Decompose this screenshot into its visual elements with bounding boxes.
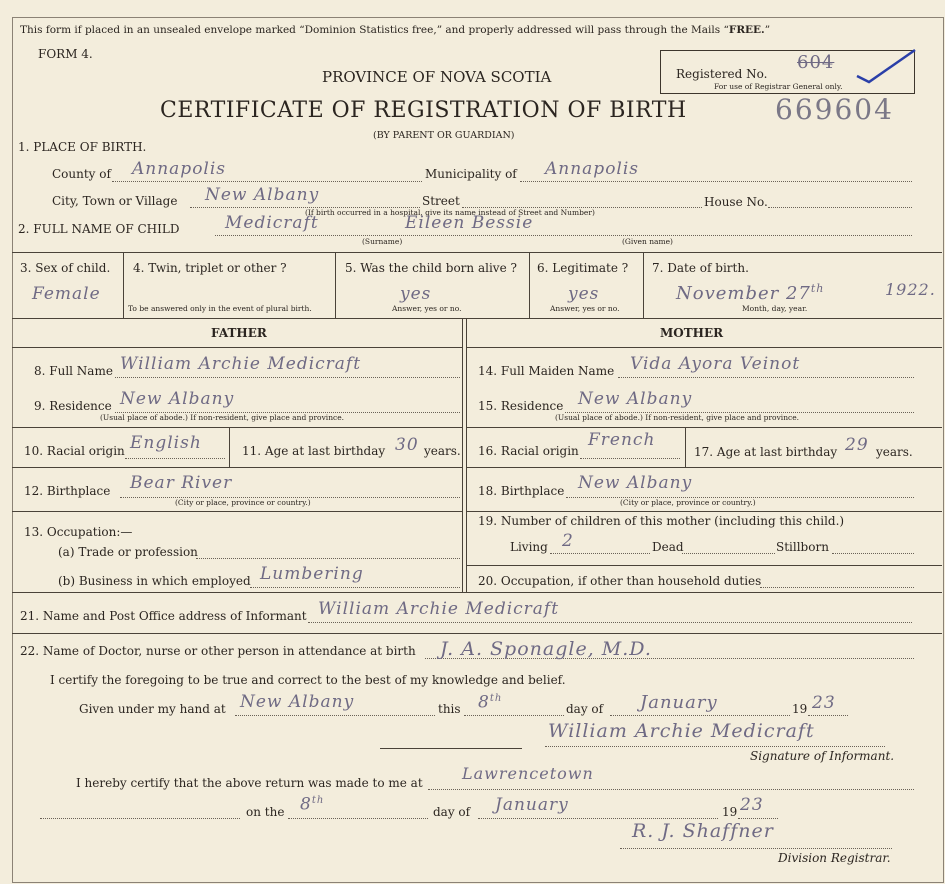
on-the-label: on the (246, 805, 285, 819)
father-business-value: Lumbering (260, 564, 364, 584)
dob-suffix: th (810, 282, 825, 295)
father-trade-line (196, 558, 460, 559)
dead-label: Dead (652, 540, 684, 554)
father-age-unit: years. (424, 444, 461, 458)
row3-divider-3 (529, 252, 530, 318)
registrar-signature-line (620, 848, 892, 849)
municipality-value: Annapolis (545, 159, 640, 179)
father-age-value: 30 (395, 435, 419, 455)
informant-line (308, 622, 912, 623)
hospital-note: (If birth occurred in a hospital, give its name instead of Street and Number) (305, 208, 595, 217)
father-occupation-heading: 13. Occupation:— (24, 525, 133, 539)
father-residence-label: 9. Residence (34, 399, 112, 413)
registrar-year-value: 23 (740, 795, 764, 815)
legitimate-note: Answer, yes or no. (550, 304, 620, 313)
alive-note: Answer, yes or no. (392, 304, 462, 313)
father-racial-value: English (130, 433, 202, 453)
dob-note: Month, day, year. (742, 304, 808, 313)
dob-label: 7. Date of birth. (652, 261, 749, 275)
mail-notice: This form if placed in an unsealed envelope marked “Dominion Statistics free,” and properly addressed will pass through the Mails “FREE.” (20, 24, 771, 36)
registrar-statement: I hereby certify that the above return was made to me at (76, 776, 423, 790)
child-surname-value: Medicraft (225, 213, 319, 233)
registrar-year-line (738, 818, 778, 819)
mother-children-top (466, 511, 942, 512)
house-line (768, 207, 912, 208)
mother-row16-top (466, 427, 942, 428)
given-year-line (808, 715, 848, 716)
registered-number: 669604 (775, 93, 894, 126)
place-of-birth-heading: 1. PLACE OF BIRTH. (18, 140, 147, 154)
father-row10-top (12, 427, 462, 428)
legitimate-value: yes (568, 284, 600, 304)
mother-name-label: 14. Full Maiden Name (478, 364, 615, 378)
registrar-signature: R. J. Shaffner (632, 820, 774, 842)
mother-occupation-line (760, 587, 914, 588)
father-name-value: William Archie Medicraft (120, 354, 362, 374)
given-under-label: Given under my hand at (79, 702, 226, 716)
mother-occ-top (466, 565, 942, 566)
this-label: this (438, 702, 461, 716)
mother-row16-bottom (466, 467, 942, 468)
informant-value: William Archie Medicraft (318, 599, 560, 619)
mother-racial-label: 16. Racial origin (478, 444, 579, 458)
house-label: House No. (704, 195, 768, 209)
mother-racial-value: French (588, 430, 656, 450)
mother-residence-note: (Usual place of abode.) If non-resident, give place and province. (555, 413, 800, 422)
twin-label: 4. Twin, triplet or other ? (133, 261, 287, 275)
county-value: Annapolis (132, 159, 227, 179)
dob-value: November 27th (676, 282, 825, 304)
given-month-line (610, 715, 790, 716)
stillborn-line (832, 553, 914, 554)
informant-signature: William Archie Medicraft (548, 720, 815, 742)
given-caption: (Given name) (622, 237, 673, 246)
informant-signature-caption: Signature of Informant. (750, 749, 895, 763)
informant-signature-line (545, 746, 885, 747)
row3-top-rule (12, 252, 942, 253)
living-label: Living (510, 540, 548, 554)
city-label: City, Town or Village (52, 194, 178, 208)
registrar-place-value: Lawrencetown (462, 764, 594, 783)
row3-divider-2 (335, 252, 336, 318)
informant-bottom-rule (12, 633, 942, 634)
father-age-label: 11. Age at last birthday (242, 444, 386, 458)
given-day-suffix: th (489, 693, 503, 704)
given-month-value: January (640, 692, 718, 713)
father-residence-value: New Albany (120, 389, 235, 409)
certify-statement: I certify the foregoing to be true and correct to the best of my knowledge and belief. (50, 673, 566, 687)
form-number: FORM 4. (38, 47, 93, 61)
mother-birthplace-value: New Albany (578, 473, 693, 493)
mother-age-label: 17. Age at last birthday (694, 445, 838, 459)
given-place-value: New Albany (240, 692, 355, 712)
child-name-label: 2. FULL NAME OF CHILD (18, 222, 180, 236)
row3-bottom-rule (12, 318, 942, 319)
father-heading: FATHER (211, 326, 267, 340)
row3-divider-1 (123, 252, 124, 318)
registered-crossed-number: 604 (797, 52, 835, 73)
father-business-label: (b) Business in which employed (58, 574, 251, 588)
registered-label: Registered No. (676, 67, 768, 81)
registrar-day-line (288, 818, 428, 819)
city-value: New Albany (205, 185, 320, 205)
registrar-day-value: 8th (300, 794, 325, 815)
child-name-line (215, 235, 912, 236)
father-name-line (115, 377, 460, 378)
parents-heading-rule-left (12, 347, 462, 348)
county-label: County of (52, 167, 111, 181)
given-year-prefix: 19 (792, 702, 808, 716)
surname-caption: (Surname) (362, 237, 403, 246)
father-birthplace-note: (City or place, province or country.) (175, 498, 311, 507)
registrar-month-line (478, 818, 718, 819)
father-trade-label: (a) Trade or profession (58, 545, 198, 559)
mother-residence-label: 15. Residence (478, 399, 564, 413)
given-day-line (464, 715, 564, 716)
registrar-month-value: January (495, 795, 569, 815)
doctor-value: J. A. Sponagle, M.D. (440, 638, 652, 660)
sex-label: 3. Sex of child. (20, 261, 111, 275)
mother-heading: MOTHER (660, 326, 724, 340)
parents-heading-rule-right (466, 347, 942, 348)
father-birthplace-value: Bear River (130, 473, 233, 493)
parents-divider-left (462, 318, 463, 592)
mother-birthplace-note: (City or place, province or country.) (620, 498, 756, 507)
day-of-label: day of (566, 702, 604, 716)
living-value: 2 (562, 531, 574, 551)
legitimate-label: 6. Legitimate ? (537, 261, 629, 275)
registrar-year-prefix: 19 (722, 805, 738, 819)
father-row10-divider (229, 427, 230, 467)
stillborn-label: Stillborn (776, 540, 829, 554)
given-place-line (235, 715, 435, 716)
registrar-day-suffix: th (311, 795, 325, 806)
father-racial-label: 10. Racial origin (24, 444, 125, 458)
short-signature-rule (380, 748, 522, 749)
given-year-value: 23 (812, 693, 836, 713)
informant-top-rule (12, 592, 942, 593)
mother-name-line (618, 377, 914, 378)
municipality-line (520, 181, 912, 182)
alive-value: yes (400, 284, 432, 304)
municipality-label: Municipality of (425, 167, 517, 181)
registrar-date-lead-line (40, 818, 240, 819)
mother-racial-line (580, 458, 680, 459)
dead-line (682, 553, 775, 554)
living-line (550, 553, 650, 554)
mother-age-value: 29 (845, 435, 869, 455)
father-business-line (250, 587, 460, 588)
page-title: CERTIFICATE OF REGISTRATION OF BIRTH (160, 98, 687, 123)
father-occ-top (12, 511, 462, 512)
given-day-value: 8th (478, 692, 503, 713)
province-heading: PROVINCE OF NOVA SCOTIA (322, 68, 552, 86)
county-line (112, 181, 422, 182)
mother-residence-value: New Albany (578, 389, 693, 409)
check-mark-icon (855, 48, 919, 84)
father-row10-bottom (12, 467, 462, 468)
twin-note: To be answered only in the event of plural birth. (128, 304, 312, 313)
sex-value: Female (32, 284, 101, 304)
mother-name-value: Vida Ayora Veinot (630, 354, 801, 374)
doctor-label: 22. Name of Doctor, nurse or other person in attendance at birth (20, 644, 416, 658)
row3-divider-4 (643, 252, 644, 318)
registered-note: For use of Registrar General only. (714, 82, 843, 91)
mother-age-unit: years. (876, 445, 913, 459)
dob-year: 1922. (885, 280, 936, 299)
street-label: Street (422, 194, 460, 208)
mother-row16-divider (685, 427, 686, 467)
registrar-day-of-label: day of (433, 805, 471, 819)
father-racial-line (125, 458, 225, 459)
informant-label: 21. Name and Post Office address of Informant (20, 609, 307, 623)
mother-birthplace-label: 18. Birthplace (478, 484, 565, 498)
children-count-label: 19. Number of children of this mother (including this child.) (478, 514, 845, 528)
mother-occupation-label: 20. Occupation, if other than household duties (478, 574, 762, 588)
page-subtitle: (BY PARENT OR GUARDIAN) (373, 130, 515, 141)
father-name-label: 8. Full Name (34, 364, 113, 378)
alive-label: 5. Was the child born alive ? (345, 261, 517, 275)
registrar-caption: Division Registrar. (778, 851, 891, 865)
father-birthplace-label: 12. Birthplace (24, 484, 111, 498)
parents-divider-right (466, 318, 467, 592)
father-residence-note: (Usual place of abode.) If non-resident, give place and province. (100, 413, 345, 422)
registrar-place-line (428, 789, 914, 790)
child-given-value: Eileen Bessie (405, 213, 534, 233)
